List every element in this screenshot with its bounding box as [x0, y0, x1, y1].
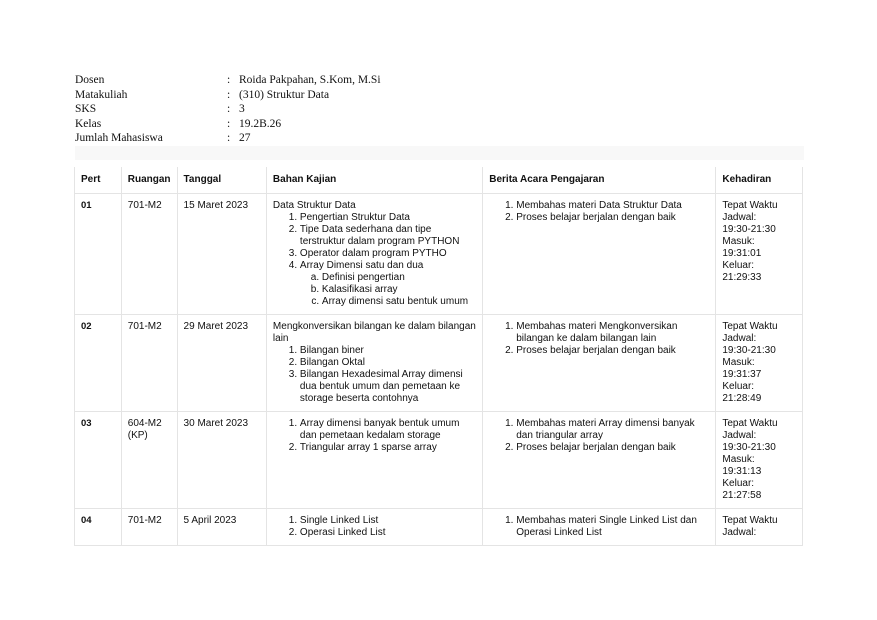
list-item: 2. Bilangan Oktal — [300, 357, 476, 369]
list-item: 1. Single Linked List — [300, 515, 476, 527]
info-row-matakuliah — [75, 88, 804, 103]
teaching-record-table — [74, 167, 803, 546]
cell-bahan — [266, 194, 482, 315]
list-item: 1. Pengertian Struktur Data — [300, 212, 476, 224]
info-value: 19.2B.26 — [239, 117, 282, 130]
table-header-row — [75, 167, 803, 194]
cell-ruangan: 701-M2 — [121, 315, 177, 412]
list-item: a. Definisi pengertian — [322, 272, 476, 284]
berita-list — [489, 515, 709, 539]
cell-bahan — [266, 315, 482, 412]
table-row — [75, 194, 803, 315]
cell-pert: 03 — [75, 412, 122, 509]
info-label: Jumlah Mahasiswa — [75, 132, 163, 144]
cell-berita — [483, 509, 716, 546]
header-pert: Pert — [75, 167, 122, 194]
list-item: 1. Membahas materi Array dimensi banyak dan triangular array — [516, 418, 709, 442]
bahan-intro: Data Struktur Data — [272, 200, 356, 211]
header-kehadiran: Kehadiran — [716, 167, 803, 194]
header-ruangan: Ruangan — [121, 167, 177, 194]
cell-kehadiran: Tepat Waktu Jadwal: — [716, 509, 803, 546]
cell-pert: 02 — [75, 315, 122, 412]
info-row-jumlah — [75, 131, 804, 146]
cell-berita — [483, 412, 716, 509]
info-value: 3 — [239, 103, 245, 115]
cell-kehadiran: Tepat Waktu Jadwal: 19:30-21:30 Masuk: 19:31:01 Keluar: 21:29:33 — [716, 194, 803, 315]
info-label: SKS — [75, 103, 97, 115]
table-row — [75, 315, 803, 412]
cell-pert: 01 — [75, 194, 122, 315]
berita-list — [489, 200, 709, 224]
info-value: 27 — [239, 132, 251, 144]
list-item: 1. Membahas materi Single Linked List dan Operasi Linked List — [516, 515, 709, 539]
table-row — [75, 412, 803, 509]
bahan-list — [273, 345, 476, 405]
cell-tanggal: 30 Maret 2023 — [177, 412, 266, 509]
info-row-sks — [75, 102, 804, 117]
info-colon: : — [227, 88, 231, 101]
cell-bahan — [266, 412, 482, 509]
info-colon: : — [227, 103, 231, 115]
cell-tanggal: 29 Maret 2023 — [177, 315, 266, 412]
list-item: 2. Operasi Linked List — [300, 527, 476, 539]
cell-ruangan: 604-M2 (KP) — [121, 412, 177, 509]
info-value: (310) Struktur Data — [239, 88, 330, 101]
info-colon: : — [227, 132, 231, 144]
bahan-list — [273, 515, 476, 539]
list-item: 2. Proses belajar berjalan dengan baik — [516, 442, 709, 454]
list-item: 1. Membahas materi Mengkonversikan bilangan ke dalam bilangan lain — [516, 321, 709, 345]
info-label: Matakuliah — [75, 88, 128, 101]
list-item: 2. Proses belajar berjalan dengan baik — [516, 345, 709, 357]
list-item: 2. Triangular array 1 sparse array — [300, 442, 476, 454]
info-value: Roida Pakpahan, S.Kom, M.Si — [239, 74, 381, 86]
list-item: 1. Array dimensi banyak bentuk umum dan pemetaan kedalam storage — [300, 418, 476, 442]
info-colon: : — [227, 74, 231, 86]
bahan-list — [273, 212, 476, 308]
cell-berita — [483, 194, 716, 315]
header-tanggal: Tanggal — [177, 167, 266, 194]
header-bahan: Bahan Kajian — [266, 167, 482, 194]
header-berita: Berita Acara Pengajaran — [483, 167, 716, 194]
cell-bahan — [266, 509, 482, 546]
list-item: c. Array dimensi satu bentuk umum — [322, 296, 476, 308]
bahan-list — [273, 418, 476, 454]
info-spacer — [75, 146, 804, 160]
cell-kehadiran: Tepat Waktu Jadwal: 19:30-21:30 Masuk: 19:31:13 Keluar: 21:27:58 — [716, 412, 803, 509]
info-colon: : — [227, 117, 231, 130]
cell-ruangan: 701-M2 — [121, 194, 177, 315]
bahan-intro: Mengkonversikan bilangan ke dalam bilangan lain — [272, 321, 476, 344]
list-item — [300, 260, 476, 308]
berita-list — [489, 418, 709, 454]
info-row-kelas — [75, 117, 804, 132]
cell-kehadiran: Tepat Waktu Jadwal: 19:30-21:30 Masuk: 19:31:37 Keluar: 21:28:49 — [716, 315, 803, 412]
cell-pert: 04 — [75, 509, 122, 546]
list-item-text: Array Dimensi satu dan dua — [299, 260, 424, 271]
list-item: 3. Bilangan Hexadesimal Array dimensi dua bentuk umum dan pemetaan ke storage beserta contohnya — [300, 369, 476, 405]
list-item: 3. Operator dalam program PYTHO — [300, 248, 476, 260]
list-item: 1. Membahas materi Data Struktur Data — [516, 200, 709, 212]
info-row-dosen — [75, 73, 804, 88]
bahan-sublist — [273, 272, 476, 308]
berita-list — [489, 321, 709, 357]
info-label: Dosen — [75, 74, 105, 86]
cell-ruangan: 701-M2 — [121, 509, 177, 546]
list-item: 2. Proses belajar berjalan dengan baik — [516, 212, 709, 224]
list-item: b. Kalasifikasi array — [322, 284, 476, 296]
info-label: Kelas — [75, 117, 102, 130]
list-item: 1. Bilangan biner — [300, 345, 476, 357]
list-item: 2. Tipe Data sederhana dan tipe terstruktur dalam program PYTHON — [300, 224, 476, 248]
cell-tanggal: 5 April 2023 — [177, 509, 266, 546]
cell-tanggal: 15 Maret 2023 — [177, 194, 266, 315]
cell-berita — [483, 315, 716, 412]
table-row — [75, 509, 803, 546]
course-info — [75, 73, 804, 160]
